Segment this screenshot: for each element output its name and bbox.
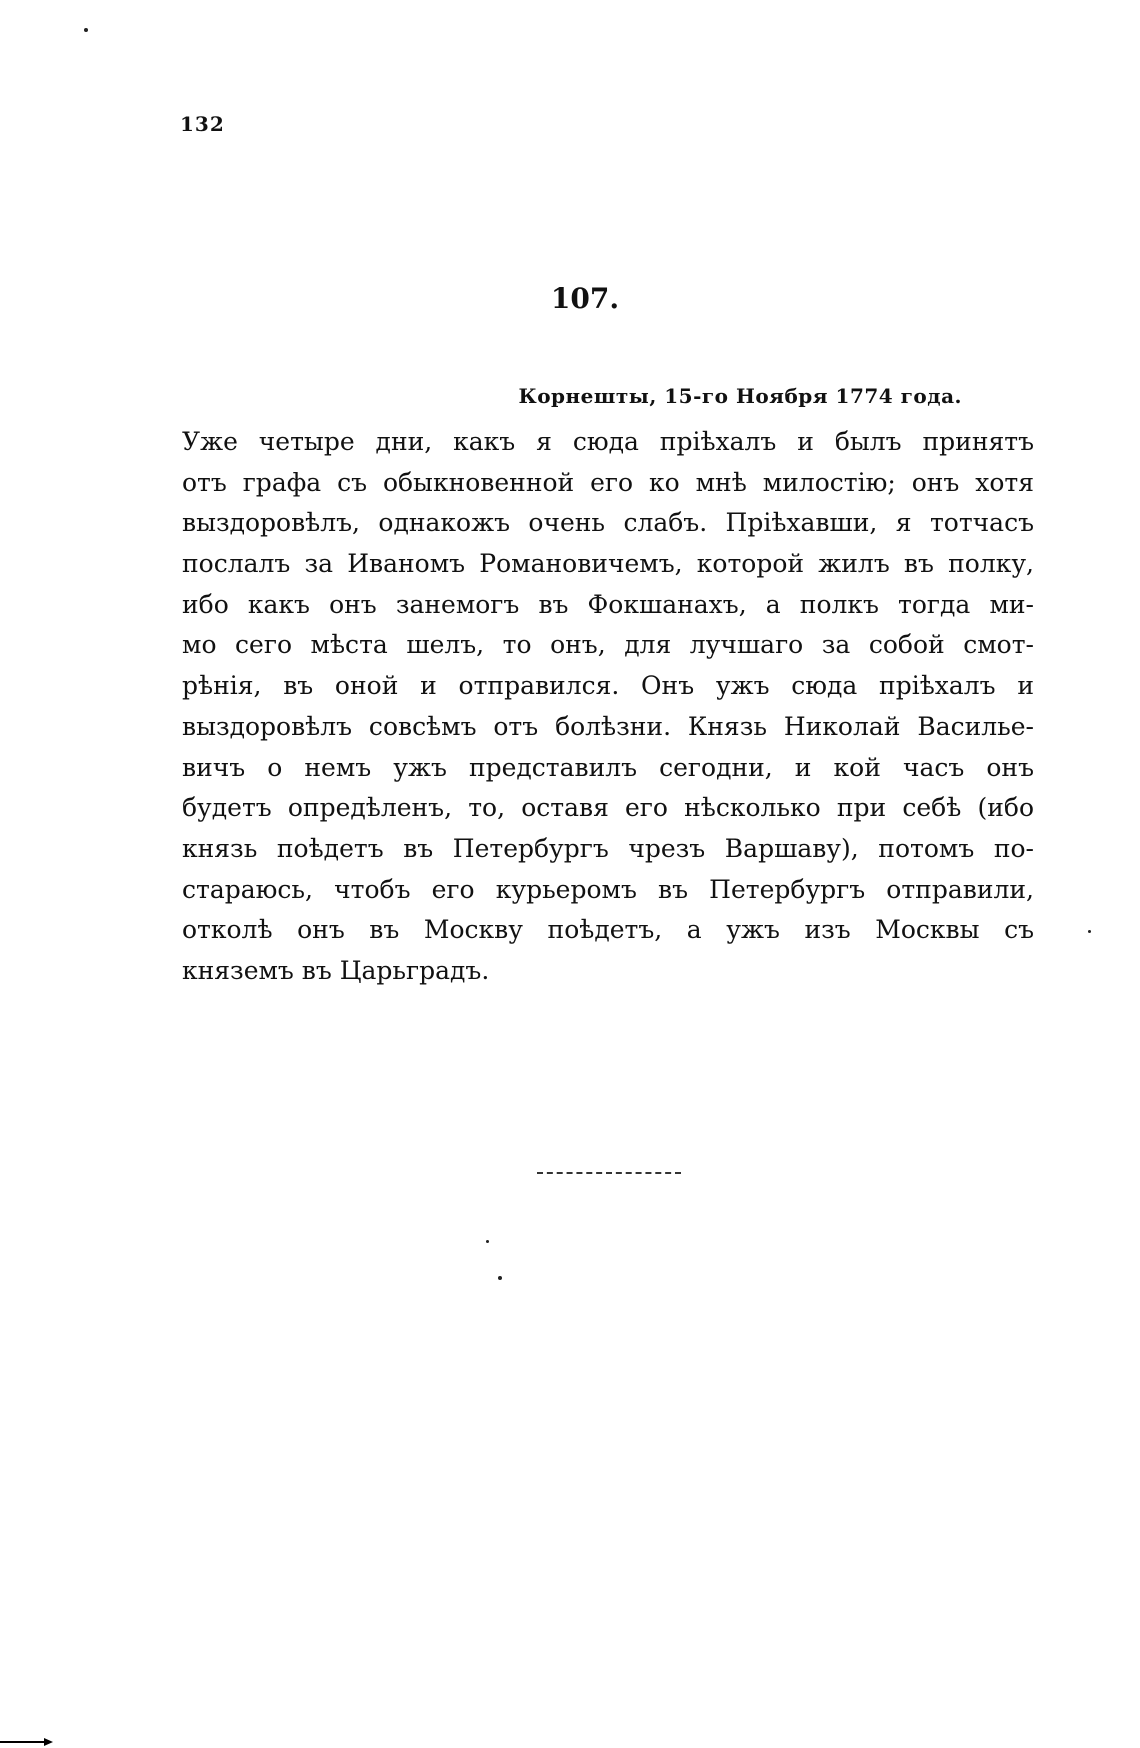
scan-speck [84, 28, 88, 32]
scan-speck [486, 1240, 489, 1243]
page-number: 132 [180, 112, 225, 136]
body-line: будетъ опредѣленъ, то, оставя его нѣсколько при себѣ (ибо [182, 793, 1034, 823]
body-line: стараюсь, чтобъ его курьеромъ въ Петербургъ отправили, [182, 874, 1034, 904]
body-line: княземъ въ Царьградъ. [182, 955, 490, 985]
body-line: отъ графа съ обыкновенной его ко мнѣ милостiю; онъ хотя [182, 467, 1034, 497]
body-line: выздоровѣлъ, однакожъ очень слабъ. Прiѣхавши, я тотчасъ [182, 508, 1034, 538]
margin-arrow-icon [0, 1738, 54, 1746]
body-line: князь поѣдетъ въ Петербургъ чрезъ Варшаву), потомъ по- [182, 833, 1034, 863]
scan-speck [498, 1276, 502, 1280]
body-line: послалъ за Иваномъ Романовичемъ, которой жилъ въ полку, [182, 549, 1034, 579]
letter-dateline: Корнешты, 15-го Ноября 1774 года. [518, 384, 962, 408]
letter-number: 107. [550, 282, 620, 315]
scan-speck [1088, 930, 1091, 933]
body-line: рѣнiя, въ оной и отправился. Онъ ужъ сюда прiѣхалъ и [182, 671, 1034, 701]
body-line: ибо какъ онъ занемогъ въ Фокшанахъ, а полкъ тогда ми- [182, 589, 1034, 619]
body-line: отколѣ онъ въ Москву поѣдетъ, а ужъ изъ Москвы съ [182, 915, 1034, 945]
section-divider [537, 1172, 681, 1174]
body-line: Уже четыре дни, какъ я сюда прiѣхалъ и былъ принятъ [182, 427, 1034, 456]
body-line: мо сего мѣста шелъ, то онъ, для лучшаго за собой смот- [182, 630, 1034, 660]
body-line: вичъ о немъ ужъ представилъ сегодни, и кой часъ онъ [182, 752, 1034, 782]
body-line: выздоровѣлъ совсѣмъ отъ болѣзни. Князь Николай Василье- [182, 711, 1034, 741]
letter-body [182, 422, 1034, 992]
